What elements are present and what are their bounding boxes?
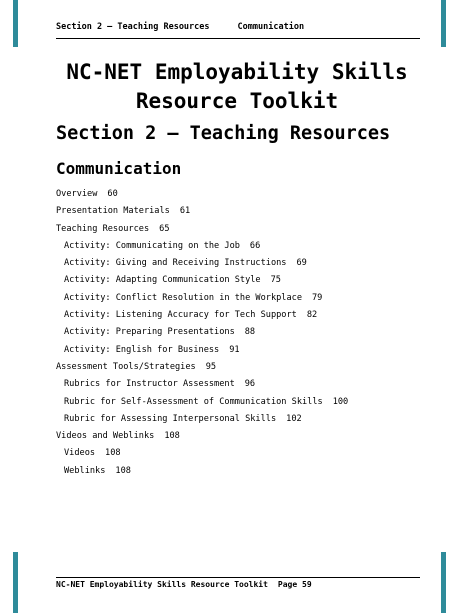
toc-entry-label: Weblinks <box>64 465 106 476</box>
toc-entry-page: 60 <box>107 189 118 199</box>
table-of-contents <box>56 186 436 480</box>
accent-bar-right-bottom <box>441 552 446 613</box>
toc-entry <box>56 203 436 220</box>
toc-entry <box>56 428 436 445</box>
toc-entry-label: Activity: Giving and Receiving Instructions <box>64 258 287 269</box>
footer-title: NC-NET Employability Skills Resource Toolkit <box>56 580 268 589</box>
toc-entry-page: 88 <box>244 327 256 338</box>
accent-bar-left-bottom <box>13 552 18 613</box>
toc-entry <box>56 255 436 272</box>
header-topic-label: Communication <box>237 22 305 32</box>
accent-bar-left-top <box>13 0 18 47</box>
toc-entry-page: 108 <box>105 448 121 459</box>
toc-entry-page: 91 <box>229 344 240 355</box>
toc-entry <box>56 221 436 238</box>
toc-entry-label: Overview <box>56 189 98 199</box>
toc-entry-label: Assessment Tools/Strategies <box>56 361 196 372</box>
toc-entry-page: 100 <box>332 396 349 407</box>
toc-entry-page: 65 <box>159 223 170 234</box>
toc-entry <box>56 342 436 359</box>
toc-entry <box>56 272 436 289</box>
toc-entry <box>56 324 436 341</box>
toc-entry-page: 96 <box>244 379 256 390</box>
footer-divider <box>56 577 420 578</box>
toc-entry <box>56 445 436 462</box>
page-header <box>56 22 304 32</box>
toc-entry-page: 82 <box>306 310 318 321</box>
subsection-heading: Communication <box>56 159 182 178</box>
toc-entry-label: Rubric for Self-Assessment of Communication Skills <box>64 396 323 407</box>
toc-entry <box>56 307 436 324</box>
toc-entry-label: Teaching Resources <box>56 223 150 234</box>
toc-entry <box>56 411 436 428</box>
section-heading: Section 2 – Teaching Resources <box>56 123 391 144</box>
toc-entry-label: Activity: Listening Accuracy for Tech Support <box>64 310 297 321</box>
toc-entry-page: 108 <box>164 431 180 442</box>
page-footer <box>56 580 312 589</box>
toc-entry <box>56 394 436 411</box>
toc-entry-page: 66 <box>249 240 261 251</box>
toc-entry <box>56 359 436 376</box>
toc-entry-label: Activity: Conflict Resolution in the Workplace <box>64 292 302 303</box>
accent-bar-right-top <box>441 0 446 47</box>
toc-entry-page: 61 <box>179 206 191 217</box>
toc-entry-label: Videos <box>64 448 96 459</box>
toc-entry-page: 79 <box>312 292 323 303</box>
toc-entry-label: Videos and Weblinks <box>56 431 155 442</box>
toc-entry-page: 95 <box>205 361 217 372</box>
toc-entry-page: 108 <box>115 465 131 476</box>
toc-entry <box>56 463 436 480</box>
toc-entry-page: 75 <box>270 275 281 286</box>
toc-entry-label: Presentation Materials <box>56 206 170 217</box>
toc-entry <box>56 376 436 393</box>
toc-entry-page: 102 <box>286 413 302 424</box>
toc-entry <box>56 290 436 307</box>
toc-entry-label: Activity: Adapting Communication Style <box>64 275 261 286</box>
header-divider <box>56 38 420 39</box>
header-section-label: Section 2 – Teaching Resources <box>56 22 210 32</box>
toc-entry-label: Rubrics for Instructor Assessment <box>64 379 235 390</box>
toc-entry <box>56 238 436 255</box>
toc-entry <box>56 186 436 203</box>
page-number: Page 59 <box>277 580 312 589</box>
toc-entry-label: Activity: Communicating on the Job <box>64 240 240 251</box>
document-title: NC-NET Employability Skills Resource Toolkit <box>66 60 408 113</box>
toc-entry-label: Activity: English for Business <box>64 344 220 355</box>
toc-entry-page: 69 <box>296 258 307 269</box>
toc-entry-label: Rubric for Assessing Interpersonal Skills <box>64 413 277 424</box>
toc-entry-label: Activity: Preparing Presentations <box>64 327 235 338</box>
